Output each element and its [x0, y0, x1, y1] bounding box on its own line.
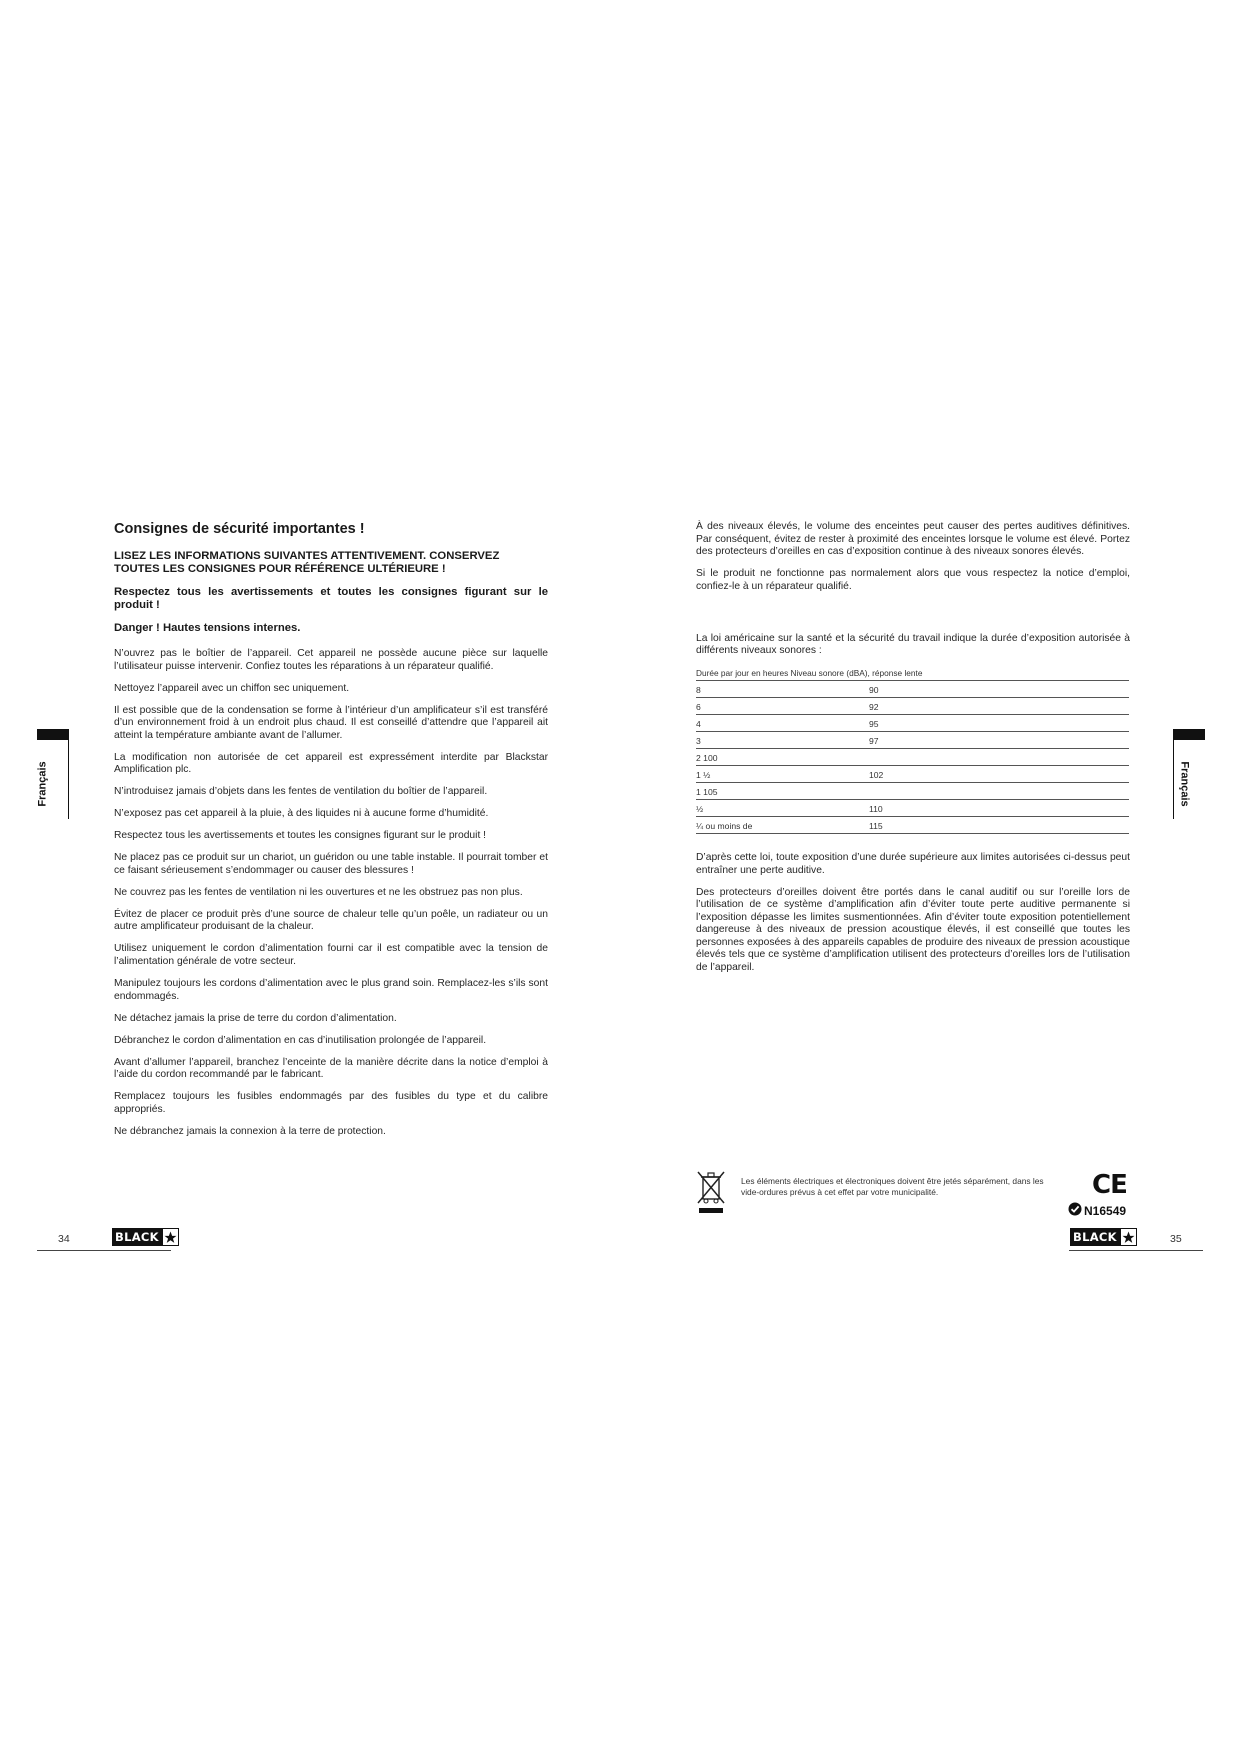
level-cell: 110 [869, 799, 1129, 816]
danger-heading: Danger ! Hautes tensions internes. [114, 622, 301, 634]
table-header-row [696, 664, 1129, 681]
level-cell [869, 782, 1129, 799]
level-cell: 115 [869, 816, 1129, 833]
ce-mark-text: CE [1092, 1170, 1127, 1200]
paragraph: Respectez tous les avertissements et toutes les consignes figurant sur le produit ! [114, 830, 487, 842]
table-row [696, 765, 1129, 782]
sound-level-table [696, 664, 1129, 834]
table-row [696, 731, 1129, 748]
safety-paragraphs [114, 648, 548, 1138]
right-page-content [696, 521, 1130, 984]
blackstar-logo-right [1070, 1228, 1137, 1246]
ce-mark [1092, 1170, 1127, 1200]
compliance-code: N16549 [1084, 1203, 1127, 1218]
hours-cell: ¼ ou moins de [696, 816, 869, 833]
star-icon [1120, 1228, 1137, 1246]
left-side-line [68, 729, 69, 819]
level-cell: 95 [869, 714, 1129, 731]
paragraph: Remplacez toujours les fusibles endommagés par des fusibles du type et du calibre appropriés. [114, 1091, 548, 1115]
weee-bin-icon [696, 1170, 726, 1214]
page-number-left: 34 [58, 1233, 70, 1245]
blackstar-logo-left [112, 1228, 179, 1246]
paragraph: Des protecteurs d’oreilles doivent être portés dans le canal auditif ou sur l’oreille lors de l’utilisation de ce système d’amplification afin d’éviter toute perte auditive permanente si l’exposition dépasse les limites susmentionnées. Afin d’éviter toute exposition potentiellement dangereuse à des niveaux de pression acoustique élevés, il est conseillé que toutes les personnes exposées à des appareils capables de produire des niveaux de pression acoustique élevés tels que ce système d’amplification utilisent des protecteurs d’oreilles lors de l’utilisation de l’appareil. [696, 886, 1130, 974]
paragraph: Nettoyez l’appareil avec un chiffon sec uniquement. [114, 682, 350, 694]
left-side-label: Français [36, 761, 49, 807]
star-icon [162, 1228, 179, 1246]
paragraph: À des niveaux élevés, le volume des enceintes peut causer des pertes auditives définitives. Par conséquent, évitez de rester à proximité des enceintes lorsque le volume est élevé. Portez des protecteurs d’oreilles en cas d’exposition continue à des niveaux sonores élevés. [696, 521, 1130, 558]
table-row [696, 697, 1129, 714]
paragraph: Manipulez toujours les cordons d’alimentation avec le plus grand soin. Remplacez-les s’ils sont endommagés. [114, 977, 548, 1002]
left-side-tab [37, 729, 69, 740]
logo-text: BLACK [1070, 1228, 1120, 1246]
paragraph: D’après cette loi, toute exposition d’une durée supérieure aux limites autorisées ci-dessus peut entraîner une perte auditive. [696, 851, 1130, 876]
right-side-label: Français [1178, 761, 1191, 807]
table-row [696, 799, 1129, 816]
hours-cell: 4 [696, 714, 869, 731]
paragraph: Ne débranchez jamais la connexion à la terre de protection. [114, 1125, 386, 1137]
warning-notice: Respectez tous les avertissements et toutes les consignes figurant sur le produit ! [114, 586, 548, 611]
page-title: Consignes de sécurité importantes ! [114, 521, 365, 537]
paragraph: Ne couvrez pas les fentes de ventilation ni les ouvertures et ne les obstruez pas non plus. [114, 886, 523, 898]
level-cell: 92 [869, 697, 1129, 714]
paragraph: Si le produit ne fonctionne pas normalement alors que vous respectez la notice d’emploi, confiez-le à un réparateur qualifié. [696, 568, 1130, 592]
hours-cell: 2 100 [696, 748, 869, 765]
table-row [696, 680, 1129, 697]
footer-line-right [1069, 1250, 1203, 1251]
paragraph: La modification non autorisée de cet appareil est expressément interdite par Blackstar Amplification plc. [114, 751, 548, 776]
logo-text: BLACK [112, 1228, 162, 1246]
paragraph: N’ouvrez pas le boîtier de l’appareil. Cet appareil ne possède aucune pièce sur laquelle l’utilisateur puisse intervenir. Confiez toutes les réparations à un réparateur qualifié. [114, 648, 548, 672]
paragraph: Ne placez pas ce produit sur un chariot, un guéridon ou une table instable. Il pourrait tomber et ce faisant sérieusement s’endommager ou causer des blessures ! [114, 852, 548, 876]
paragraph: Évitez de placer ce produit près d’une source de chaleur telle qu’un poêle, un radiateur ou un autre amplificateur produisant de la chaleur. [114, 908, 548, 933]
weee-disposal-text: Les éléments électriques et électroniques doivent être jetés séparément, dans les vide-ordures prévus à cet effet par votre municipalité. [741, 1176, 1044, 1197]
table-row [696, 782, 1129, 799]
left-page-content [114, 521, 548, 1148]
paragraph: N’exposez pas cet appareil à la pluie, à des liquides ni à aucune forme d’humidité. [114, 808, 489, 820]
law-paragraph: La loi américaine sur la santé et la sécurité du travail indique la durée d’exposition autorisée à différents niveaux sonores : [696, 632, 1130, 657]
hours-cell: ½ [696, 799, 869, 816]
paragraph: Utilisez uniquement le cordon d’alimentation fourni car il est compatible avec la tension de l’alimentation générale de votre secteur. [114, 943, 548, 967]
paragraph: Avant d’allumer l’appareil, branchez l’enceinte de la manière décrite dans la notice d’emploi à l’aide du cordon recommandé par le fabricant. [114, 1056, 548, 1081]
paragraph: Débranchez le cordon d’alimentation en cas d’inutilisation prolongée de l’appareil. [114, 1034, 487, 1046]
paragraph: Il est possible que de la condensation se forme à l’intérieur d’un amplificateur s’il est transféré d’un environnement froid à un endroit plus chaud. Il est conseillé d’attendre que l’appareil ait atteint la température ambiante avant de l’allumer. [114, 704, 548, 741]
table-row [696, 714, 1129, 731]
level-cell: 97 [869, 731, 1129, 748]
hours-cell: 6 [696, 697, 869, 714]
right-side-line [1173, 729, 1174, 819]
rcm-check-icon [1068, 1202, 1082, 1219]
footer-line-left [37, 1250, 171, 1251]
paragraph: Ne détachez jamais la prise de terre du cordon d’alimentation. [114, 1012, 397, 1024]
table-row [696, 748, 1129, 765]
compliance-mark [1068, 1202, 1126, 1219]
level-cell [869, 748, 1129, 765]
hours-cell: 3 [696, 731, 869, 748]
hours-cell: 1 105 [696, 782, 869, 799]
table-header: Durée par jour en heures Niveau sonore (dBA), réponse lente [696, 664, 1129, 681]
hours-cell: 1 ½ [696, 765, 869, 782]
caps-notice: LISEZ LES INFORMATIONS SUIVANTES ATTENTIVEMENT. CONSERVEZ TOUTES LES CONSIGNES POUR RÉFÉRENCE ULTÉRIEURE ! [114, 550, 500, 575]
level-cell: 102 [869, 765, 1129, 782]
level-cell: 90 [869, 680, 1129, 697]
right-side-tab [1173, 729, 1205, 740]
hours-cell: 8 [696, 680, 869, 697]
page-number-right: 35 [1170, 1233, 1182, 1245]
table-row [696, 816, 1129, 833]
paragraph: N’introduisez jamais d’objets dans les fentes de ventilation du boîtier de l’appareil. [114, 786, 488, 798]
